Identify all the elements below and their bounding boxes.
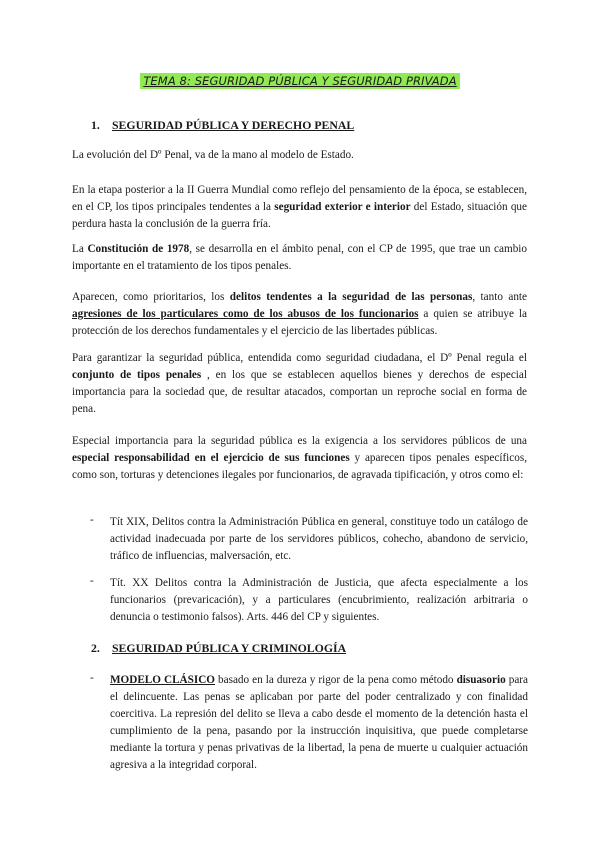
p3-text-a: La	[72, 243, 88, 255]
section-1-number: 1.	[91, 118, 100, 132]
list-item-3-text	[110, 672, 528, 774]
p3-text-c: , se desarrolla en el ámbito penal, con el CP de 1995, que trae un cambio importante en el tratamiento de los tipos penales.	[72, 243, 527, 272]
section-2-heading	[91, 641, 346, 656]
section-1-heading	[91, 118, 354, 133]
paragraph-1: La evolución del Dº Penal, va de la mano al modelo de Estado.	[72, 149, 354, 161]
item3-bold: disuasorio	[456, 674, 506, 686]
item3-text-b: basado en la dureza y rigor de la pena como método	[215, 674, 457, 686]
p2-text-c: del Estado, situación que perdura hasta la conclusión de la guerra fría.	[72, 201, 527, 230]
paragraph-5	[72, 350, 527, 418]
document-title: TEMA 8: SEGURIDAD PÚBLICA Y SEGURIDAD PRIVADA	[140, 73, 459, 89]
item3-bold-underline: MODELO CLÁSICO	[110, 674, 215, 686]
p3-bold: Constitución de 1978	[87, 243, 190, 255]
p4-text-a: Aparecen, como prioritarios, los	[72, 291, 230, 303]
p4-text-c: , tanto ante	[472, 291, 527, 303]
paragraph-4	[72, 289, 527, 340]
paragraph-2	[72, 182, 527, 233]
p6-text-c: y aparecen tipos penales específicos, como son, torturas y detenciones ilegales por funcionarios, de agravada tipificación, y otros como el:	[72, 452, 527, 481]
list-item-1-text: Tít XIX, Delitos contra la Administración Pública en general, constituye todo un catálogo de actividad inadecuada por parte de los servidores públicos, cohecho, abandono de servicio, tráfico de influencias, malversación, etc.	[110, 516, 528, 562]
p6-bold: especial responsabilidad en el ejercicio de sus funciones	[72, 452, 350, 464]
list-item-2-text: Tít. XX Delitos contra la Administración de Justicia, que afecta especialmente a los funcionarios (prevaricación), y a particulares (encubrimiento, realización arbitraria o denuncia o testimonio falsos). Arts. 446 del CP y siguientes.	[110, 577, 528, 623]
p5-text-c: , en los que se establecen aquellos bienes y derechos de especial importancia para la sociedad que, de resultar atacados, comportan un reproche social en forma de pena.	[72, 369, 527, 415]
p6-text-a: Especial importancia para la seguridad pública es la exigencia a los servidores públicos de una	[72, 435, 527, 447]
list-dash: -	[90, 575, 94, 587]
section-1-title: SEGURIDAD PÚBLICA Y DERECHO PENAL	[112, 118, 355, 132]
p4-bold: delitos tendentes a la seguridad de las personas	[229, 291, 473, 303]
p2-text-a: En la etapa posterior a la II Guerra Mundial como reflejo del pensamiento de la época, se establecen, en el CP, los tipos principales tendentes a la	[72, 184, 527, 213]
item3-text-d: para el delincuente. Las penas se aplicaban por parte del poder centralizado y con finalidad coercitiva. La represión del delito se lleva a cabo desde el momento de la detención hasta el cumplimiento de la pena, pasando por la instrucción inquisitiva, que puede completarse mediante la tortura y penas privativas de la libertad, la pena de muerte u cualquier actuación agresiva a la integridad corporal.	[110, 674, 528, 771]
p4-bold-underline: agresiones de los particulares como de los abusos de los funcionarios	[72, 308, 419, 320]
p5-text-a: Para garantizar la seguridad pública, entendida como seguridad ciudadana, el Dº Penal regula el	[72, 352, 527, 364]
list-dash: -	[90, 514, 94, 526]
paragraph-6	[72, 433, 527, 484]
title-wrapper	[0, 73, 600, 89]
p4-text-e: a quien se atribuye la protección de los derechos fundamentales y el ejercicio de las libertades públicas.	[72, 308, 527, 337]
p5-bold: conjunto de tipos penales	[72, 369, 202, 381]
p2-bold: seguridad exterior e interior	[274, 201, 411, 213]
paragraph-3	[72, 241, 527, 275]
section-2-number: 2.	[91, 641, 100, 655]
section-2-title: SEGURIDAD PÚBLICA Y CRIMINOLOGÍA	[112, 641, 347, 655]
list-dash: -	[90, 672, 94, 684]
